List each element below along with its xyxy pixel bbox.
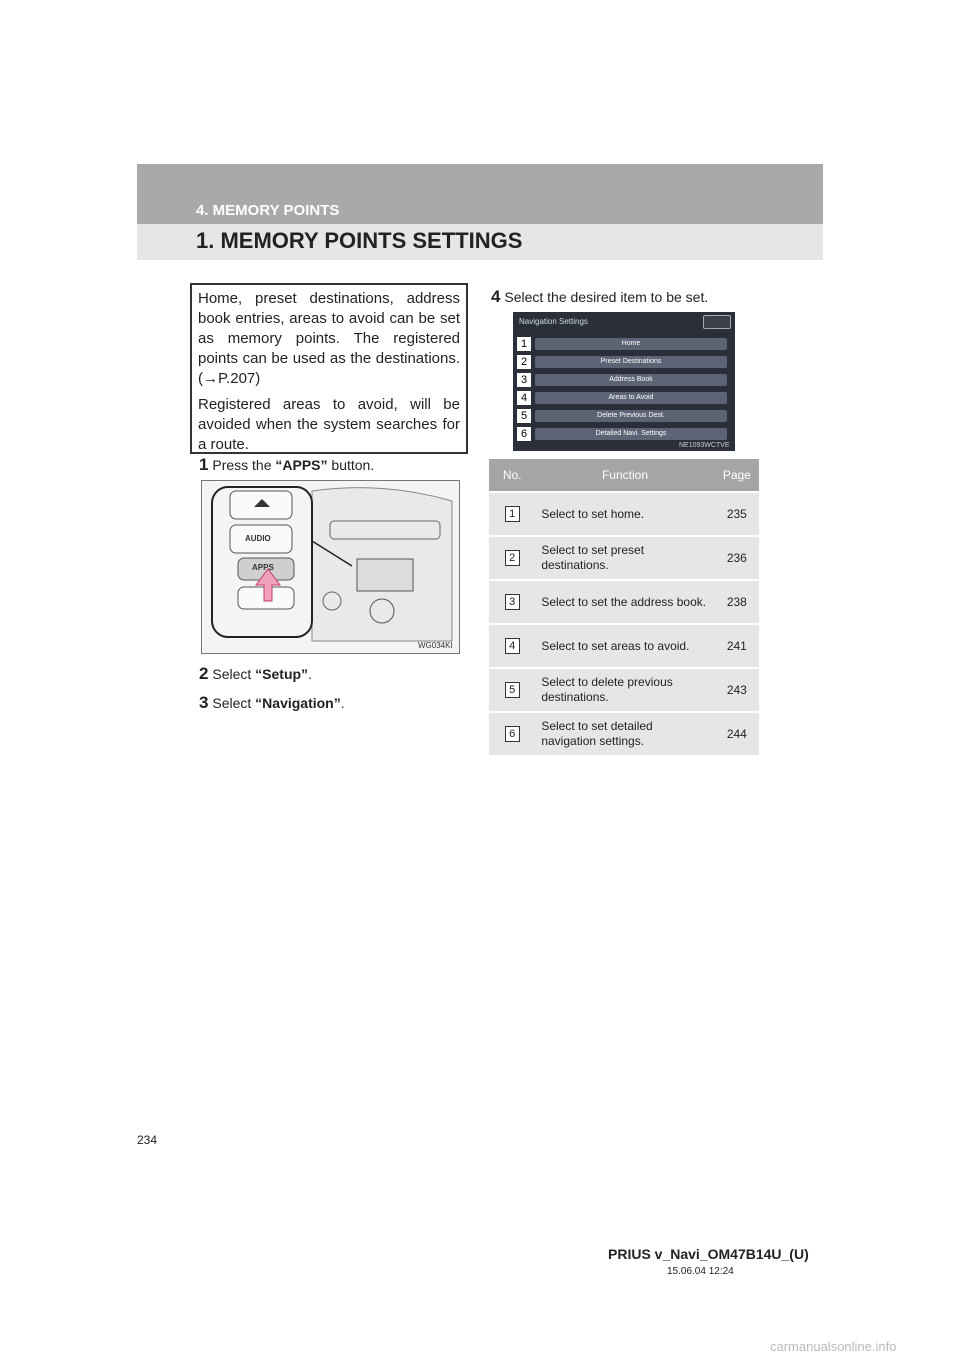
row-number: 6 xyxy=(517,427,531,441)
console-figure xyxy=(201,480,460,654)
section-title: 4. MEMORY POINTS xyxy=(196,202,340,219)
watermark: carmanualsonline.info xyxy=(770,1339,897,1354)
apps-button-label: APPS xyxy=(252,563,274,572)
page-number: 234 xyxy=(137,1133,158,1147)
section-header-bar xyxy=(137,164,823,224)
function-cell: Select to set preset destinations. xyxy=(535,536,714,580)
console-illustration xyxy=(202,481,459,653)
step-3 xyxy=(199,693,345,713)
document-id: PRIUS v_Navi_OM47B14U_(U) xyxy=(608,1246,809,1262)
step-number: 2 xyxy=(199,664,209,683)
step-4 xyxy=(491,287,708,307)
step-text: Select xyxy=(212,666,256,682)
intro-box xyxy=(190,283,468,454)
menu-row xyxy=(517,337,733,351)
function-table xyxy=(489,459,759,755)
function-cell: Select to set detailed navigation settings. xyxy=(535,712,714,755)
print-stamp: 15.06.04 12:24 xyxy=(667,1266,734,1277)
number-box: 3 xyxy=(505,594,520,610)
step-number: 3 xyxy=(199,693,209,712)
figure-code: WG034KI xyxy=(418,641,453,650)
menu-item: Address Book xyxy=(535,374,727,386)
menu-row xyxy=(517,427,733,441)
row-number: 2 xyxy=(517,355,531,369)
menu-row xyxy=(517,409,733,423)
audio-button-label: AUDIO xyxy=(245,534,271,543)
page-cell: 241 xyxy=(715,624,759,668)
table-row xyxy=(489,536,759,580)
row-number: 1 xyxy=(517,337,531,351)
page-title: 1. MEMORY POINTS SETTINGS xyxy=(196,228,523,253)
step-text-end: . xyxy=(340,695,345,711)
step-text: Press the xyxy=(212,457,276,473)
page-title-bar xyxy=(137,224,823,260)
step-text-end: button. xyxy=(327,457,375,473)
col-header-page: Page xyxy=(715,459,759,492)
navigation-settings-screen xyxy=(513,312,735,451)
step-1 xyxy=(199,455,374,475)
page-cell: 235 xyxy=(715,492,759,536)
page-cell: 243 xyxy=(715,668,759,712)
menu-item: Delete Previous Dest. xyxy=(535,410,727,422)
row-number: 3 xyxy=(517,373,531,387)
step-number: 1 xyxy=(199,455,209,474)
step-key: “Navigation” xyxy=(255,695,341,711)
function-cell: Select to set areas to avoid. xyxy=(535,624,714,668)
step-key: “APPS” xyxy=(275,457,328,473)
table-row xyxy=(489,492,759,536)
step-number: 4 xyxy=(491,287,501,306)
page-cell: 238 xyxy=(715,580,759,624)
table-row xyxy=(489,668,759,712)
menu-row xyxy=(517,373,733,387)
number-box: 5 xyxy=(505,682,520,698)
intro-paragraph-1: Home, preset destinations, address book entries, areas to avoid can be set as memory points. The registered points can be used as the destinations. (→P.207) xyxy=(198,290,460,387)
intro-paragraph-2: Registered areas to avoid, will be avoided when the system searches for a route. xyxy=(198,396,460,453)
number-box: 2 xyxy=(505,550,520,566)
step-text: Select the desired item to be set. xyxy=(504,289,709,305)
function-cell: Select to set the address book. xyxy=(535,580,714,624)
back-icon xyxy=(703,315,731,329)
function-cell: Select to delete previous destinations. xyxy=(535,668,714,712)
page-cell: 236 xyxy=(715,536,759,580)
menu-item: Areas to Avoid xyxy=(535,392,727,404)
step-2 xyxy=(199,664,312,684)
step-text: Select xyxy=(212,695,256,711)
menu-row xyxy=(517,355,733,369)
number-box: 6 xyxy=(505,726,520,742)
table-row xyxy=(489,624,759,668)
step-text-end: . xyxy=(308,666,312,682)
col-header-no: No. xyxy=(489,459,535,492)
number-box: 4 xyxy=(505,638,520,654)
function-cell: Select to set home. xyxy=(535,492,714,536)
row-number: 4 xyxy=(517,391,531,405)
step-key: “Setup” xyxy=(255,666,309,682)
menu-row xyxy=(517,391,733,405)
menu-item: Preset Destinations xyxy=(535,356,727,368)
table-row xyxy=(489,580,759,624)
figure-code: NE1093WCTVE xyxy=(679,442,730,449)
col-header-function: Function xyxy=(535,459,714,492)
number-box: 1 xyxy=(505,506,520,522)
page-cell: 244 xyxy=(715,712,759,755)
row-number: 5 xyxy=(517,409,531,423)
screen-title: Navigation Settings xyxy=(519,317,588,326)
menu-item: Detailed Navi. Settings xyxy=(535,428,727,440)
table-row xyxy=(489,712,759,755)
menu-item: Home xyxy=(535,338,727,350)
